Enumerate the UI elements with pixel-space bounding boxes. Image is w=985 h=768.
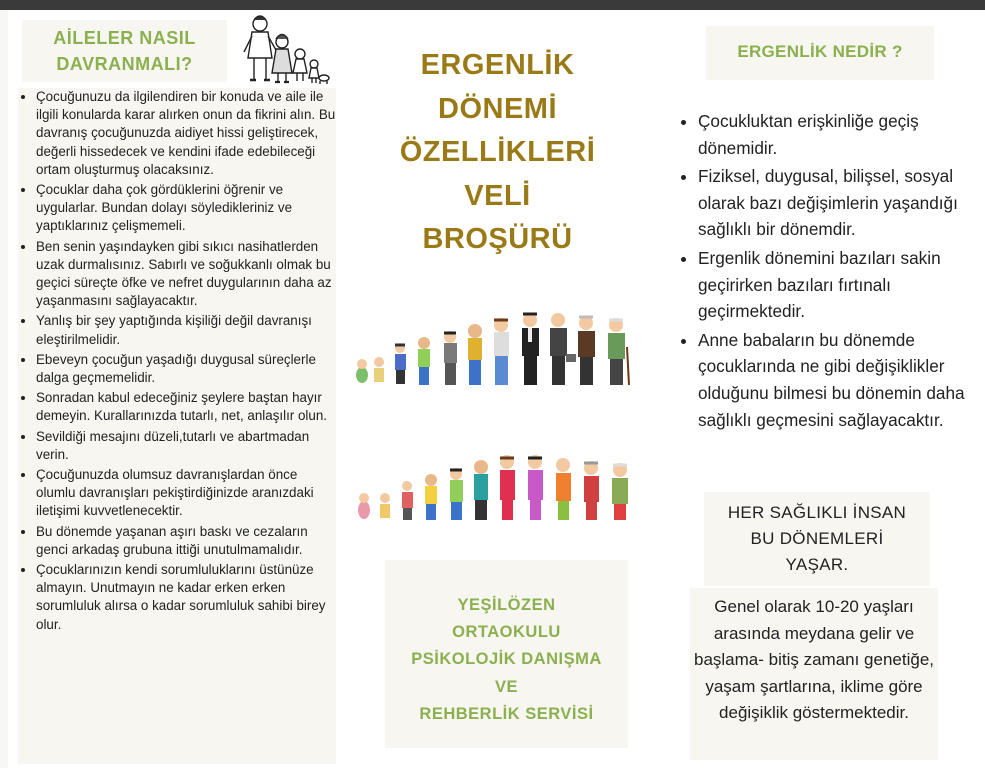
title-line: DÖNEMİ bbox=[438, 92, 557, 125]
left-panel-heading-box bbox=[22, 20, 227, 82]
window-top-bar bbox=[0, 0, 985, 10]
school-name-box bbox=[385, 560, 628, 748]
list-item: • Çocuklar daha çok gördüklerini öğrenir ve uygularlar. Bundan dolayı söyledikleriniz ve yaptıklarınız çelişmemeli. bbox=[36, 181, 336, 236]
school-line: PSİKOLOJİK DANIŞMA bbox=[411, 650, 602, 669]
list-item: • Çocukluktan erişkinliğe geçiş dönemidir. bbox=[698, 108, 976, 161]
right-panel-list bbox=[676, 108, 976, 435]
title-line: BROŞÜRÜ bbox=[422, 223, 573, 255]
motto-box bbox=[704, 492, 930, 586]
school-line: ORTAOKULU bbox=[452, 623, 561, 642]
list-item: • Ergenlik dönemini bazıları sakin geçirirken bazıları fırtınalı geçirmektedir. bbox=[698, 245, 976, 325]
title-line: VELİ bbox=[464, 179, 531, 212]
list-item: • Çocuklarınızın kendi sorumluluklarını üstünüze almayın. Unutmayın ne kadar erken erken sorumluluk alırsa o kadar sorumluluk sahibi birey olur. bbox=[36, 561, 336, 634]
left-heading-line-1: AİLELER NASIL bbox=[53, 28, 196, 48]
motto-line: HER SAĞLIKLI İNSAN bbox=[727, 503, 907, 522]
list-item: • Ebeveyn çocuğun yaşadığı duygusal süreçlerle dalga geçmemelidir. bbox=[36, 351, 336, 387]
motto-text bbox=[704, 492, 930, 578]
list-item: • Sonradan kabul edeceğiniz şeylere baştan hayır demeyin. Kurallarınızda tutarlı, net, anlaşılır olun. bbox=[36, 389, 336, 425]
left-heading-line-2: DAVRANMALI? bbox=[56, 54, 193, 74]
left-panel-heading bbox=[22, 20, 227, 77]
title-line: ÖZELLİKLERİ bbox=[399, 136, 596, 168]
school-line: REHBERLİK SERVİSİ bbox=[419, 704, 594, 723]
motto-line: BU DÖNEMLERİ bbox=[750, 529, 884, 548]
age-info-text: Genel olarak 10-20 yaşları arasında meydana gelir ve başlama- bitiş zamanı genetiğe, yaşam şartlarına, iklime göre değişiklik göstermektedir. bbox=[693, 597, 935, 723]
school-line: YEŞİLÖZEN bbox=[457, 596, 556, 614]
list-item: • Anne babaların bu dönemde çocuklarında ne gibi değişiklikler olduğunu bilmesi bu dönemin daha sağlıklı geçmesini sağlayacaktır. bbox=[698, 327, 976, 433]
female-growth-stages-illustration bbox=[352, 440, 647, 530]
right-panel-heading: ERGENLİK NEDİR ? bbox=[737, 42, 903, 61]
left-panel-list-box bbox=[18, 88, 336, 764]
page-edge bbox=[0, 10, 8, 768]
title-line: ERGENLİK bbox=[420, 49, 575, 81]
list-item: • Bu dönemde yaşanan aşırı baskı ve cezaların genci arkadaş grubuna ittiği unutulmamalıdır. bbox=[36, 523, 336, 559]
list-item: • Ben senin yaşındayken gibi sıkıcı nasihatlerden uzak durmalısınız. Sabırlı ve soğukkanlı olmak bu geçici süreçte öfke ve nefret duygularının daha az yaşanmasını sağlayacaktır. bbox=[36, 238, 336, 311]
school-name bbox=[385, 560, 628, 728]
school-line: VE bbox=[494, 677, 518, 696]
parent-advice-list bbox=[18, 88, 336, 634]
family-cartoon-illustration bbox=[238, 12, 330, 88]
motto-line: YAŞAR. bbox=[785, 555, 849, 574]
list-item: • Yanlış bir şey yaptığında kişiliği değil davranışı eleştirilmelidir. bbox=[36, 312, 336, 348]
list-item: • Fiziksel, duygusal, bilişsel, sosyal olarak bazı değişimlerin yaşandığı sağlıklı bir dönemdir. bbox=[698, 163, 976, 243]
list-item: • Çocuğunuzda olumsuz davranışlardan önce olumlu davranışları pekiştirdiğinizde aranızdaki iletişimi kuvvetlenecektir. bbox=[36, 466, 336, 521]
male-growth-stages-illustration bbox=[352, 292, 647, 392]
age-info-box bbox=[690, 588, 938, 760]
list-item: • Sevildiği mesajını düzeli,tutarlı ve abartmadan verin. bbox=[36, 428, 336, 464]
brochure-title bbox=[355, 44, 640, 262]
list-item: • Çocuğunuzu da ilgilendiren bir konuda ve aile ile ilgili konularda karar alırken onun da fikrini alın. Bu davranış çocuğunuzda aidiyet hissi geliştirecek, değerli hissedecek ve kendini ifade edebileceği ortam oluşturmuş olacaksınız. bbox=[36, 88, 336, 179]
right-panel-heading-box bbox=[706, 26, 934, 80]
adolescence-definition-list bbox=[676, 108, 976, 433]
